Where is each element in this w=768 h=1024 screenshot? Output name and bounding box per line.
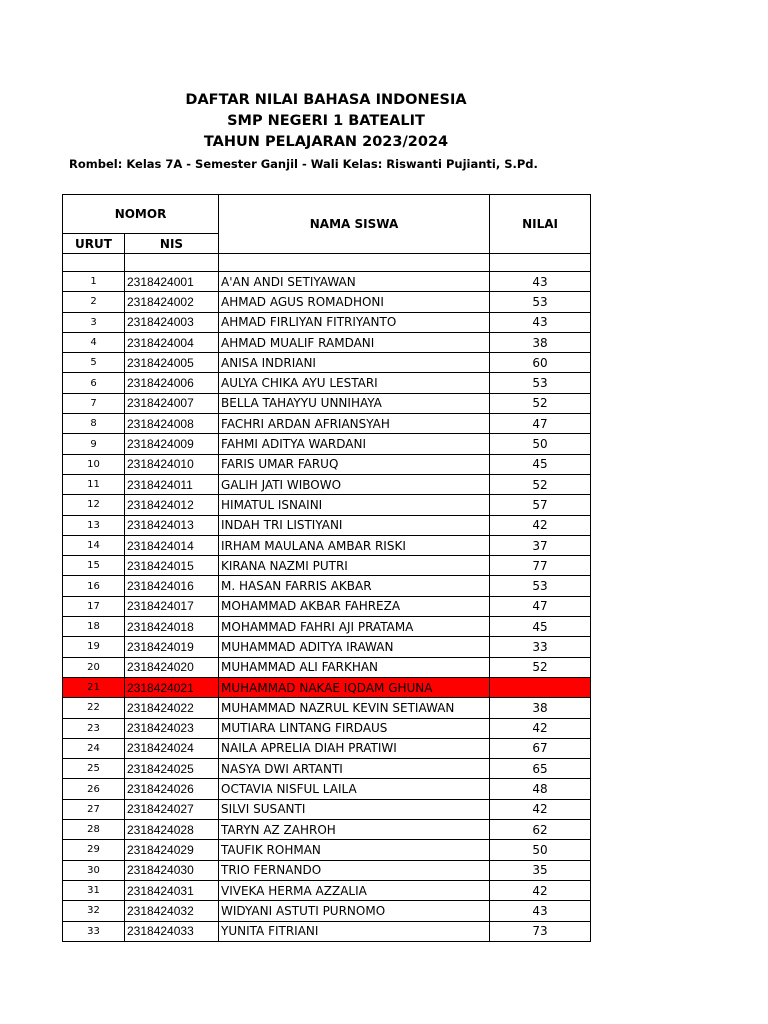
row-nama: TRIO FERNANDO: [219, 860, 490, 880]
row-nama: MUHAMMAD ADITYA IRAWAN: [219, 637, 490, 657]
row-urut: 19: [63, 637, 125, 657]
row-nilai: 60: [490, 353, 591, 373]
row-urut: 4: [63, 332, 125, 352]
row-urut: 6: [63, 373, 125, 393]
row-urut: 17: [63, 596, 125, 616]
row-nis: 2318424006: [125, 373, 219, 393]
row-urut: 11: [63, 474, 125, 494]
row-nilai: 67: [490, 738, 591, 758]
row-nilai: 50: [490, 840, 591, 860]
table-row: [63, 332, 591, 352]
row-nilai: 37: [490, 535, 591, 555]
table-row: [63, 617, 591, 637]
row-urut: 31: [63, 880, 125, 900]
table-row: [63, 353, 591, 373]
document-title: DAFTAR NILAI BAHASA INDONESIA: [185, 92, 467, 108]
table-row: [63, 677, 591, 697]
row-nis: 2318424018: [125, 617, 219, 637]
row-nis: 2318424007: [125, 393, 219, 413]
row-nilai: 33: [490, 637, 591, 657]
row-nis: 2318424022: [125, 698, 219, 718]
table-row: [63, 576, 591, 596]
row-nilai: 62: [490, 820, 591, 840]
nomor-header: NOMOR: [63, 195, 219, 234]
row-urut: 33: [63, 921, 125, 941]
row-nama: MUHAMMAD NAKAE IQDAM GHUNA: [219, 677, 490, 697]
row-nis: 2318424031: [125, 880, 219, 900]
row-nama: SILVI SUSANTI: [219, 799, 490, 819]
table-row: [63, 840, 591, 860]
row-urut: 23: [63, 718, 125, 738]
row-nilai: 43: [490, 272, 591, 292]
row-nama: GALIH JATI WIBOWO: [219, 474, 490, 494]
row-nilai: 35: [490, 860, 591, 880]
row-nama: AULYA CHIKA AYU LESTARI: [219, 373, 490, 393]
row-urut: 30: [63, 860, 125, 880]
row-nama: AHMAD MUALIF RAMDANI: [219, 332, 490, 352]
row-nama: MOHAMMAD FAHRI AJI PRATAMA: [219, 617, 490, 637]
row-nama: OCTAVIA NISFUL LAILA: [219, 779, 490, 799]
row-nama: TAUFIK ROHMAN: [219, 840, 490, 860]
row-nama: YUNITA FITRIANI: [219, 921, 490, 941]
row-nama: MUHAMMAD ALI FARKHAN: [219, 657, 490, 677]
row-nilai: 53: [490, 576, 591, 596]
nilai-header: NILAI: [490, 195, 591, 254]
table-row: [63, 393, 591, 413]
table-row: [63, 921, 591, 941]
row-nilai: 53: [490, 292, 591, 312]
row-urut: 12: [63, 495, 125, 515]
row-nilai: 42: [490, 880, 591, 900]
row-nilai: 47: [490, 414, 591, 434]
row-nama: MUTIARA LINTANG FIRDAUS: [219, 718, 490, 738]
grades-table: [62, 194, 591, 942]
row-nis: 2318424001: [125, 272, 219, 292]
urut-header: URUT: [63, 234, 125, 254]
row-urut: 8: [63, 414, 125, 434]
row-nilai: 52: [490, 657, 591, 677]
row-nis: 2318424008: [125, 414, 219, 434]
table-row: [63, 495, 591, 515]
row-urut: 32: [63, 901, 125, 921]
row-nilai: 45: [490, 454, 591, 474]
row-nilai: 77: [490, 556, 591, 576]
nama-header: NAMA SISWA: [219, 195, 490, 254]
row-nama: TARYN AZ ZAHROH: [219, 820, 490, 840]
row-nama: NASYA DWI ARTANTI: [219, 759, 490, 779]
row-nilai: 45: [490, 617, 591, 637]
row-nama: ANISA INDRIANI: [219, 353, 490, 373]
table-row: [63, 637, 591, 657]
row-urut: 1: [63, 272, 125, 292]
table-row: [63, 373, 591, 393]
row-nama: AHMAD AGUS ROMADHONI: [219, 292, 490, 312]
row-nilai: 42: [490, 799, 591, 819]
row-nis: 2318424030: [125, 860, 219, 880]
blank-row: [63, 254, 591, 272]
row-urut: 2: [63, 292, 125, 312]
row-nis: 2318424033: [125, 921, 219, 941]
table-row: [63, 312, 591, 332]
row-nis: 2318424015: [125, 556, 219, 576]
row-urut: 29: [63, 840, 125, 860]
row-nama: A'AN ANDI SETIYAWAN: [219, 272, 490, 292]
row-nilai: [490, 677, 591, 697]
row-urut: 14: [63, 535, 125, 555]
row-urut: 24: [63, 738, 125, 758]
row-urut: 16: [63, 576, 125, 596]
row-nis: 2318424023: [125, 718, 219, 738]
row-nis: 2318424016: [125, 576, 219, 596]
table-row: [63, 535, 591, 555]
table-row: [63, 414, 591, 434]
row-nama: FARIS UMAR FARUQ: [219, 454, 490, 474]
table-row: [63, 515, 591, 535]
academic-year: TAHUN PELAJARAN 2023/2024: [203, 134, 449, 150]
row-nis: 2318424004: [125, 332, 219, 352]
row-nilai: 65: [490, 759, 591, 779]
row-nis: 2318424032: [125, 901, 219, 921]
row-nilai: 53: [490, 373, 591, 393]
table-row: [63, 820, 591, 840]
table-row: [63, 799, 591, 819]
row-nilai: 73: [490, 921, 591, 941]
row-nis: 2318424011: [125, 474, 219, 494]
row-nis: 2318424027: [125, 799, 219, 819]
row-nis: 2318424002: [125, 292, 219, 312]
table-row: [63, 901, 591, 921]
row-nis: 2318424017: [125, 596, 219, 616]
row-urut: 27: [63, 799, 125, 819]
row-nis: 2318424014: [125, 535, 219, 555]
table-row: [63, 657, 591, 677]
row-urut: 18: [63, 617, 125, 637]
row-nilai: 42: [490, 515, 591, 535]
row-urut: 22: [63, 698, 125, 718]
row-nama: KIRANA NAZMI PUTRI: [219, 556, 490, 576]
row-nama: M. HASAN FARRIS AKBAR: [219, 576, 490, 596]
row-nilai: 47: [490, 596, 591, 616]
row-urut: 21: [63, 677, 125, 697]
row-nis: 2318424028: [125, 820, 219, 840]
table-row: [63, 474, 591, 494]
row-nis: 2318424025: [125, 759, 219, 779]
row-nama: IRHAM MAULANA AMBAR RISKI: [219, 535, 490, 555]
table-row: [63, 454, 591, 474]
table-row: [63, 556, 591, 576]
row-urut: 3: [63, 312, 125, 332]
row-nama: FACHRI ARDAN AFRIANSYAH: [219, 414, 490, 434]
row-nilai: 48: [490, 779, 591, 799]
row-nis: 2318424020: [125, 657, 219, 677]
row-nis: 2318424026: [125, 779, 219, 799]
row-nis: 2318424012: [125, 495, 219, 515]
row-nis: 2318424009: [125, 434, 219, 454]
row-urut: 15: [63, 556, 125, 576]
row-nama: NAILA APRELIA DIAH PRATIWI: [219, 738, 490, 758]
table-row: [63, 698, 591, 718]
table-row: [63, 738, 591, 758]
row-urut: 7: [63, 393, 125, 413]
row-nama: MOHAMMAD AKBAR FAHREZA: [219, 596, 490, 616]
row-urut: 25: [63, 759, 125, 779]
row-urut: 26: [63, 779, 125, 799]
row-nis: 2318424019: [125, 637, 219, 657]
table-row: [63, 860, 591, 880]
table-row: [63, 596, 591, 616]
row-nama: VIVEKA HERMA AZZALIA: [219, 880, 490, 900]
row-nilai: 43: [490, 901, 591, 921]
table-row: [63, 292, 591, 312]
row-nis: 2318424005: [125, 353, 219, 373]
row-nis: 2318424003: [125, 312, 219, 332]
table-row: [63, 779, 591, 799]
row-nilai: 38: [490, 698, 591, 718]
row-nis: 2318424029: [125, 840, 219, 860]
row-nilai: 38: [490, 332, 591, 352]
row-nama: AHMAD FIRLIYAN FITRIYANTO: [219, 312, 490, 332]
row-nilai: 50: [490, 434, 591, 454]
row-urut: 20: [63, 657, 125, 677]
row-nilai: 42: [490, 718, 591, 738]
row-nama: HIMATUL ISNAINI: [219, 495, 490, 515]
row-nis: 2318424010: [125, 454, 219, 474]
class-info: Rombel: Kelas 7A - Semester Ganjil - Wali Kelas: Riswanti Pujianti, S.Pd.: [69, 157, 538, 171]
row-nama: INDAH TRI LISTIYANI: [219, 515, 490, 535]
row-urut: 28: [63, 820, 125, 840]
row-nama: BELLA TAHAYYU UNNIHAYA: [219, 393, 490, 413]
table-row: [63, 880, 591, 900]
nis-header: NIS: [125, 234, 219, 254]
row-urut: 10: [63, 454, 125, 474]
row-nama: WIDYANI ASTUTI PURNOMO: [219, 901, 490, 921]
row-nilai: 43: [490, 312, 591, 332]
row-nilai: 52: [490, 474, 591, 494]
row-nilai: 57: [490, 495, 591, 515]
school-name: SMP NEGERI 1 BATEALIT: [227, 113, 425, 129]
table-row: [63, 272, 591, 292]
table-row: [63, 434, 591, 454]
table-row: [63, 759, 591, 779]
row-nis: 2318424021: [125, 677, 219, 697]
row-nis: 2318424024: [125, 738, 219, 758]
row-urut: 13: [63, 515, 125, 535]
row-urut: 5: [63, 353, 125, 373]
row-nama: MUHAMMAD NAZRUL KEVIN SETIAWAN: [219, 698, 490, 718]
row-urut: 9: [63, 434, 125, 454]
row-nis: 2318424013: [125, 515, 219, 535]
row-nilai: 52: [490, 393, 591, 413]
table-row: [63, 718, 591, 738]
row-nama: FAHMI ADITYA WARDANI: [219, 434, 490, 454]
